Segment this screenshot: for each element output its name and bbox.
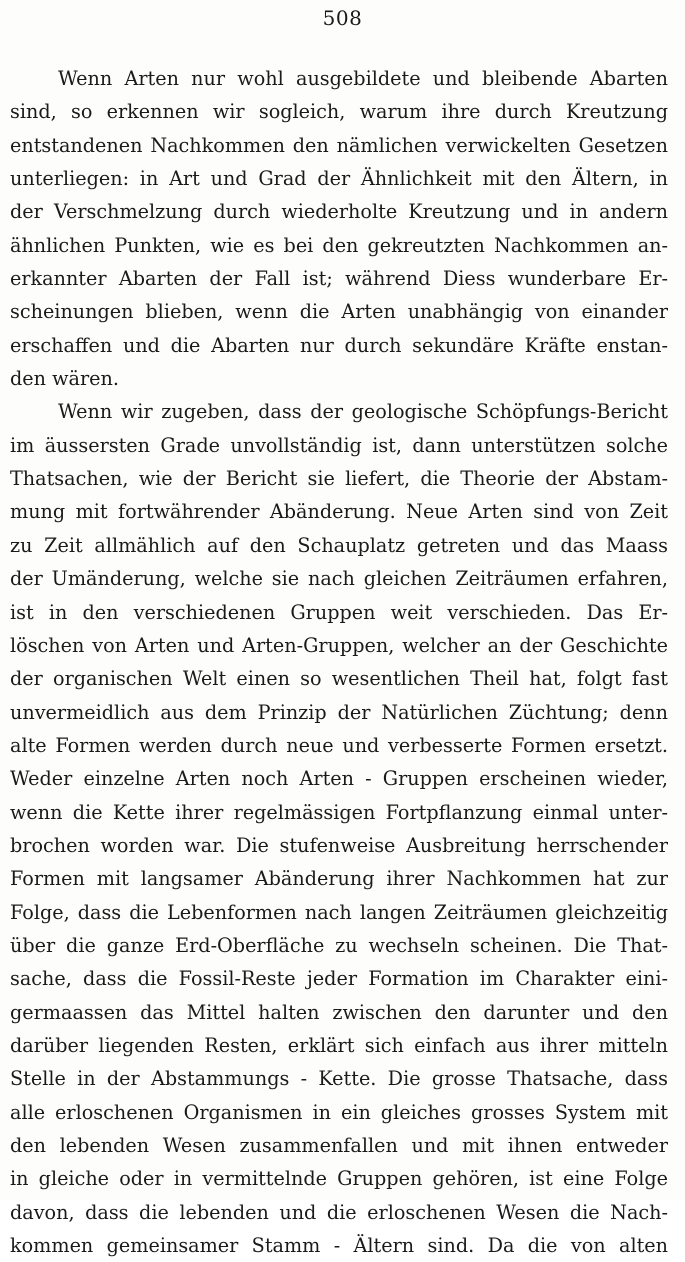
text-line: der Verschmelzung durch wiederholte Kreutzung und in andern: [10, 200, 668, 224]
text-line: Thatsachen, wie der Bericht sie liefert, die Theorie der Abstam-: [10, 467, 668, 491]
text-line: Folge, dass die Lebenformen nach langen Zeiträumen gleichzeitig: [10, 900, 668, 924]
text-line: alte Formen werden durch neue und verbesserte Formen ersetzt.: [10, 733, 668, 757]
text-line: erschaffen und die Abarten nur durch sekundäre Kräfte enstan-: [10, 333, 668, 357]
text-line: über die ganze Erd-Oberfläche zu wechseln scheinen. Die That-: [10, 933, 668, 957]
text-line: den wären.: [10, 367, 119, 391]
text-line: zu Zeit allmählich auf den Schauplatz getreten und das Maass: [10, 533, 668, 557]
text-line: entstandenen Nachkommen den nämlichen verwickelten Gesetzen: [10, 133, 668, 157]
text-line: Formen mit langsamer Abänderung ihrer Nachkommen hat zur: [10, 867, 668, 891]
text-line: unterliegen: in Art und Grad der Ähnlichkeit mit den Ältern, in: [10, 167, 668, 191]
text-line: davon, dass die lebenden und die erloschenen Wesen die Nach-: [10, 1200, 668, 1224]
text-line: brochen worden war. Die stufenweise Ausbreitung herrschender: [10, 833, 668, 857]
body-text: [10, 62, 668, 1262]
paragraph-1: [10, 62, 668, 395]
text-line: Wenn wir zugeben, dass der geologische Schöpfungs-Bericht: [58, 400, 668, 424]
text-line: alle erloschenen Organismen in ein gleiches grosses System mit: [10, 1100, 668, 1124]
text-line: der organischen Welt einen so wesentlichen Theil hat, folgt fast: [10, 667, 668, 691]
text-line: germaassen das Mittel halten zwischen den darunter und den: [10, 1000, 668, 1024]
text-line: darüber liegenden Resten, erklärt sich einfach aus ihrer mitteln: [10, 1033, 668, 1057]
text-line: ähnlichen Punkten, wie es bei den gekreutzten Nachkommen an-: [10, 233, 668, 257]
text-line: sind, so erkennen wir sogleich, warum ihre durch Kreutzung: [10, 100, 668, 124]
text-line: ist in den verschiedenen Gruppen weit verschieden. Das Er-: [10, 600, 668, 624]
text-line: den lebenden Wesen zusammenfallen und mit ihnen entweder: [10, 1134, 668, 1157]
text-line: im äussersten Grade unvollständig ist, dann unterstützen solche: [10, 433, 668, 457]
text-line: der Umänderung, welche sie nach gleichen Zeiträumen erfahren,: [10, 567, 668, 591]
text-line: unvermeidlich aus dem Prinzip der Natürlichen Züchtung; denn: [10, 700, 668, 724]
text-line: in gleiche oder in vermittelnde Gruppen gehören, ist eine Folge: [10, 1167, 668, 1191]
text-line: sache, dass die Fossil-Reste jeder Formation im Charakter eini-: [10, 967, 668, 991]
text-line: Wenn Arten nur wohl ausgebildete und bleibende Abarten: [58, 67, 668, 90]
text-line: Stelle in der Abstammungs - Kette. Die grosse Thatsache, dass: [10, 1067, 668, 1091]
paragraph-2: [10, 395, 668, 1262]
text-line: mung mit fortwährender Abänderung. Neue Arten sind von Zeit: [10, 500, 668, 524]
text-line: wenn die Kette ihrer regelmässigen Fortpflanzung einmal unter-: [10, 800, 668, 824]
text-line: löschen von Arten und Arten-Gruppen, welcher an der Geschichte: [10, 633, 668, 657]
text-line: Weder einzelne Arten noch Arten - Gruppen erscheinen wieder,: [10, 767, 668, 791]
text-line: kommen gemeinsamer Stamm - Ältern sind. Da die von alten: [10, 1234, 668, 1258]
text-line: scheinungen blieben, wenn die Arten unabhängig von einander: [10, 300, 668, 324]
text-line: erkannter Abarten der Fall ist; während Diess wunderbare Er-: [10, 267, 668, 291]
page-number: 508: [322, 6, 363, 30]
